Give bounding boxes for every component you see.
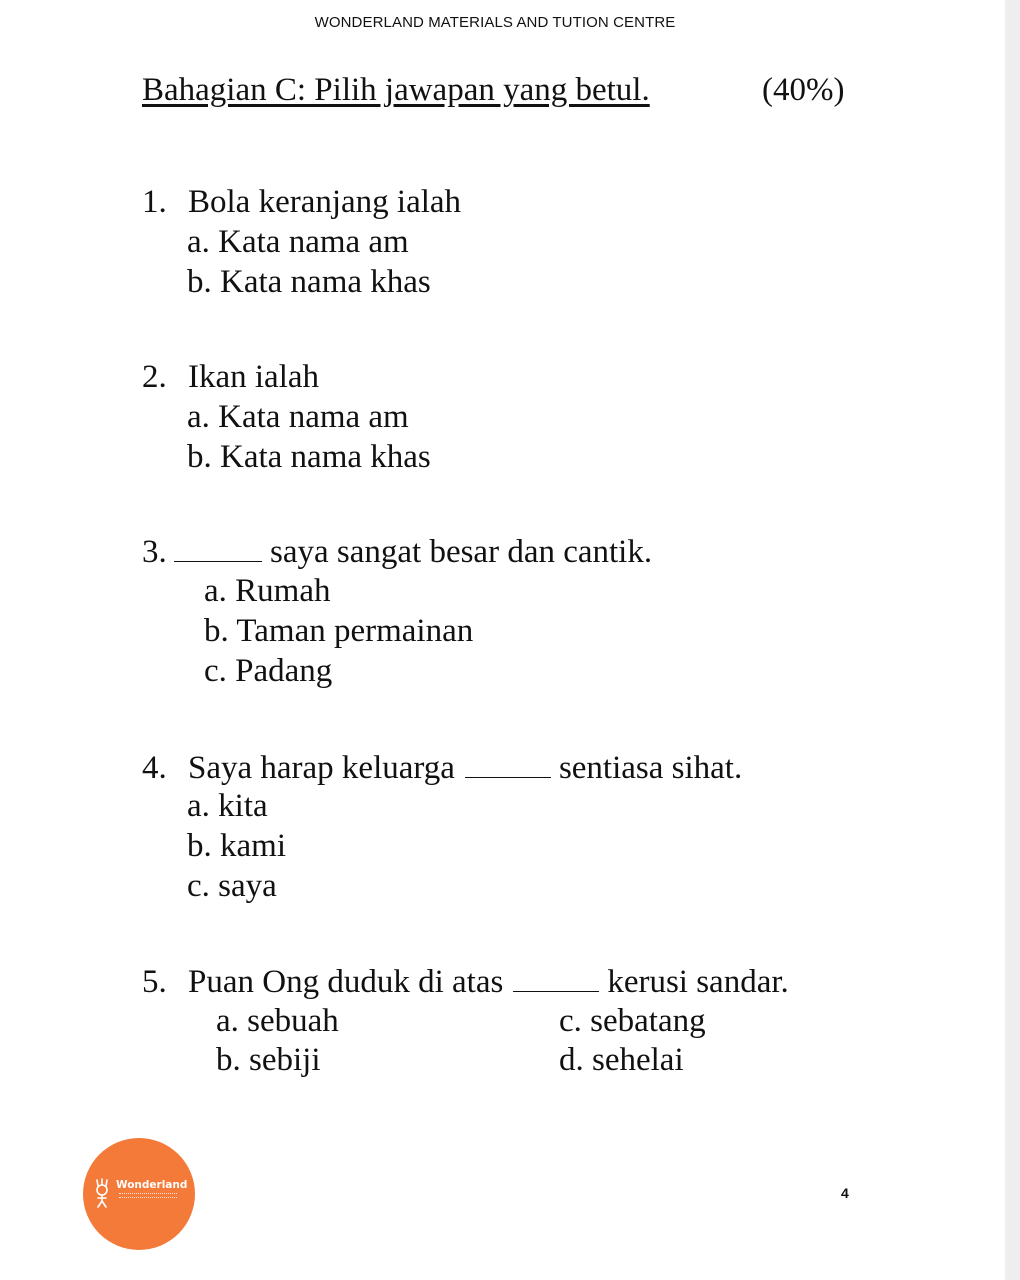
question-5-option-c: c. sebatang (559, 1003, 706, 1039)
question-number: 4. (142, 750, 167, 786)
question-5 (142, 963, 789, 1001)
logo-tagline-decoration (119, 1193, 177, 1198)
centre-header: WONDERLAND MATERIALS AND TUTION CENTRE (314, 14, 676, 31)
page-number: 4 (841, 1185, 849, 1201)
question-1-option-a: a. Kata nama am (187, 224, 409, 260)
mascot-icon (91, 1178, 113, 1208)
question-text-after: sentiasa sihat. (558, 750, 743, 786)
question-number: 1. (142, 184, 167, 220)
question-text: Saya harap keluarga (188, 750, 455, 786)
question-3-option-b: b. Taman permainan (204, 613, 474, 649)
viewer-side-strip (1005, 0, 1020, 1280)
question-4-option-c: c. saya (187, 868, 277, 904)
question-4 (142, 749, 742, 787)
question-number: 2. (142, 359, 167, 395)
question-1 (142, 184, 461, 221)
answer-blank (174, 533, 262, 562)
question-text: saya sangat besar dan cantik. (270, 534, 653, 570)
question-5-option-d: d. sehelai (559, 1042, 684, 1078)
question-number: 3. (142, 534, 167, 570)
question-2-option-b: b. Kata nama khas (187, 439, 431, 475)
question-3 (142, 533, 652, 571)
answer-blank (465, 749, 551, 778)
logo-text: Wonderland (116, 1179, 188, 1191)
question-5-option-a: a. sebuah (216, 1003, 339, 1039)
question-text: Puan Ong duduk di atas (188, 964, 504, 1000)
wonderland-logo (83, 1138, 195, 1250)
question-number: 5. (142, 964, 167, 1000)
question-5-option-b: b. sebiji (216, 1042, 321, 1078)
section-title: Bahagian C: Pilih jawapan yang betul. (142, 72, 650, 108)
question-4-option-b: b. kami (187, 828, 286, 864)
question-4-option-a: a. kita (187, 788, 268, 824)
question-2 (142, 359, 319, 396)
answer-blank (513, 963, 599, 992)
question-text-after: kerusi sandar. (607, 964, 789, 1000)
question-text: Ikan ialah (188, 359, 320, 395)
question-3-option-c: c. Padang (204, 653, 333, 689)
question-3-option-a: a. Rumah (204, 573, 331, 609)
section-marks: (40%) (762, 72, 845, 108)
question-2-option-a: a. Kata nama am (187, 399, 409, 435)
question-text: Bola keranjang ialah (188, 184, 462, 220)
question-1-option-b: b. Kata nama khas (187, 264, 431, 300)
